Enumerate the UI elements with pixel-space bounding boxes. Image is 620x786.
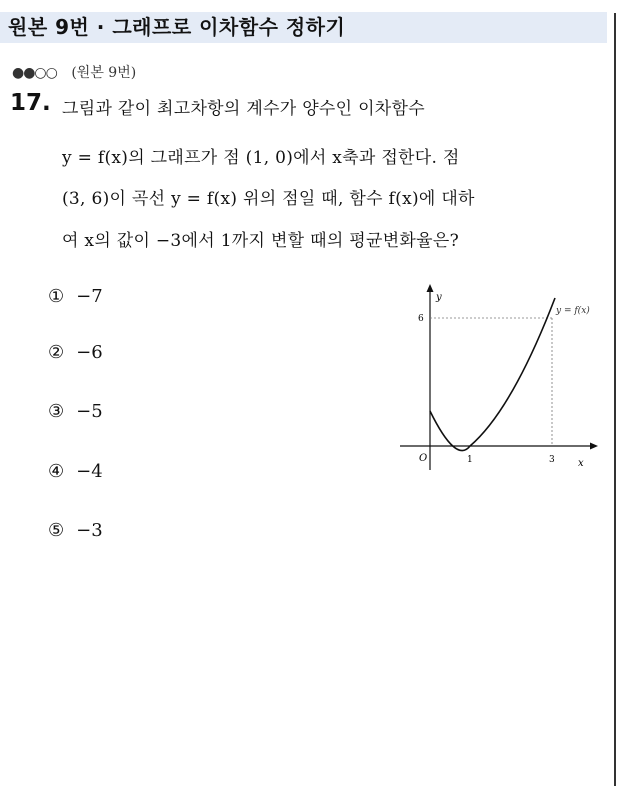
y-axis-arrow-icon [427,284,434,292]
choice-2[interactable] [48,342,103,363]
choice-4[interactable] [48,461,103,482]
question-line-1: 그림과 같이 최고차항의 계수가 양수인 이차함수 [62,99,425,119]
x-axis-label: x [578,458,584,469]
choice-marker: ③ [48,401,65,422]
question-line-3: (3, 6)이 곡선 y = f(x) 위의 점일 때, 함수 f(x)에 대하 [62,189,475,209]
x-tick-label-1: 1 [467,455,473,465]
origin-label: O [419,453,428,464]
x-axis-arrow-icon [590,443,598,450]
choice-value: −7 [76,286,103,307]
y-tick-label-6: 6 [418,314,424,324]
choice-value: −3 [76,520,103,541]
question-meta [12,62,136,82]
choice-marker: ② [48,342,65,363]
question-number: 17. [10,90,51,116]
curve-label: y = f(x) [556,306,590,316]
choice-marker: ④ [48,461,65,482]
function-graph [395,280,605,480]
choice-3[interactable] [48,401,103,422]
x-tick-label-3: 3 [549,455,555,465]
question-line-2: y = f(x)의 그래프가 점 (1, 0)에서 x축과 접한다. 점 [62,148,460,168]
choice-5[interactable] [48,520,103,541]
source-label: (원본 9번) [71,65,137,81]
choice-marker: ⑤ [48,520,65,541]
choice-marker: ① [48,286,65,307]
parabola-curve [430,298,555,451]
difficulty-rating: ●●○○ [12,65,57,81]
choice-value: −5 [76,401,103,422]
choice-1[interactable] [48,286,103,307]
margin-rule [614,13,616,786]
y-axis-label: y [436,292,442,303]
question-line-4: 여 x의 값이 −3에서 1까지 변할 때의 평균변화율은? [62,231,459,251]
choice-value: −4 [76,461,103,482]
choice-value: −6 [76,342,103,363]
page-title: 원본 9번 · 그래프로 이차함수 정하기 [0,12,607,43]
